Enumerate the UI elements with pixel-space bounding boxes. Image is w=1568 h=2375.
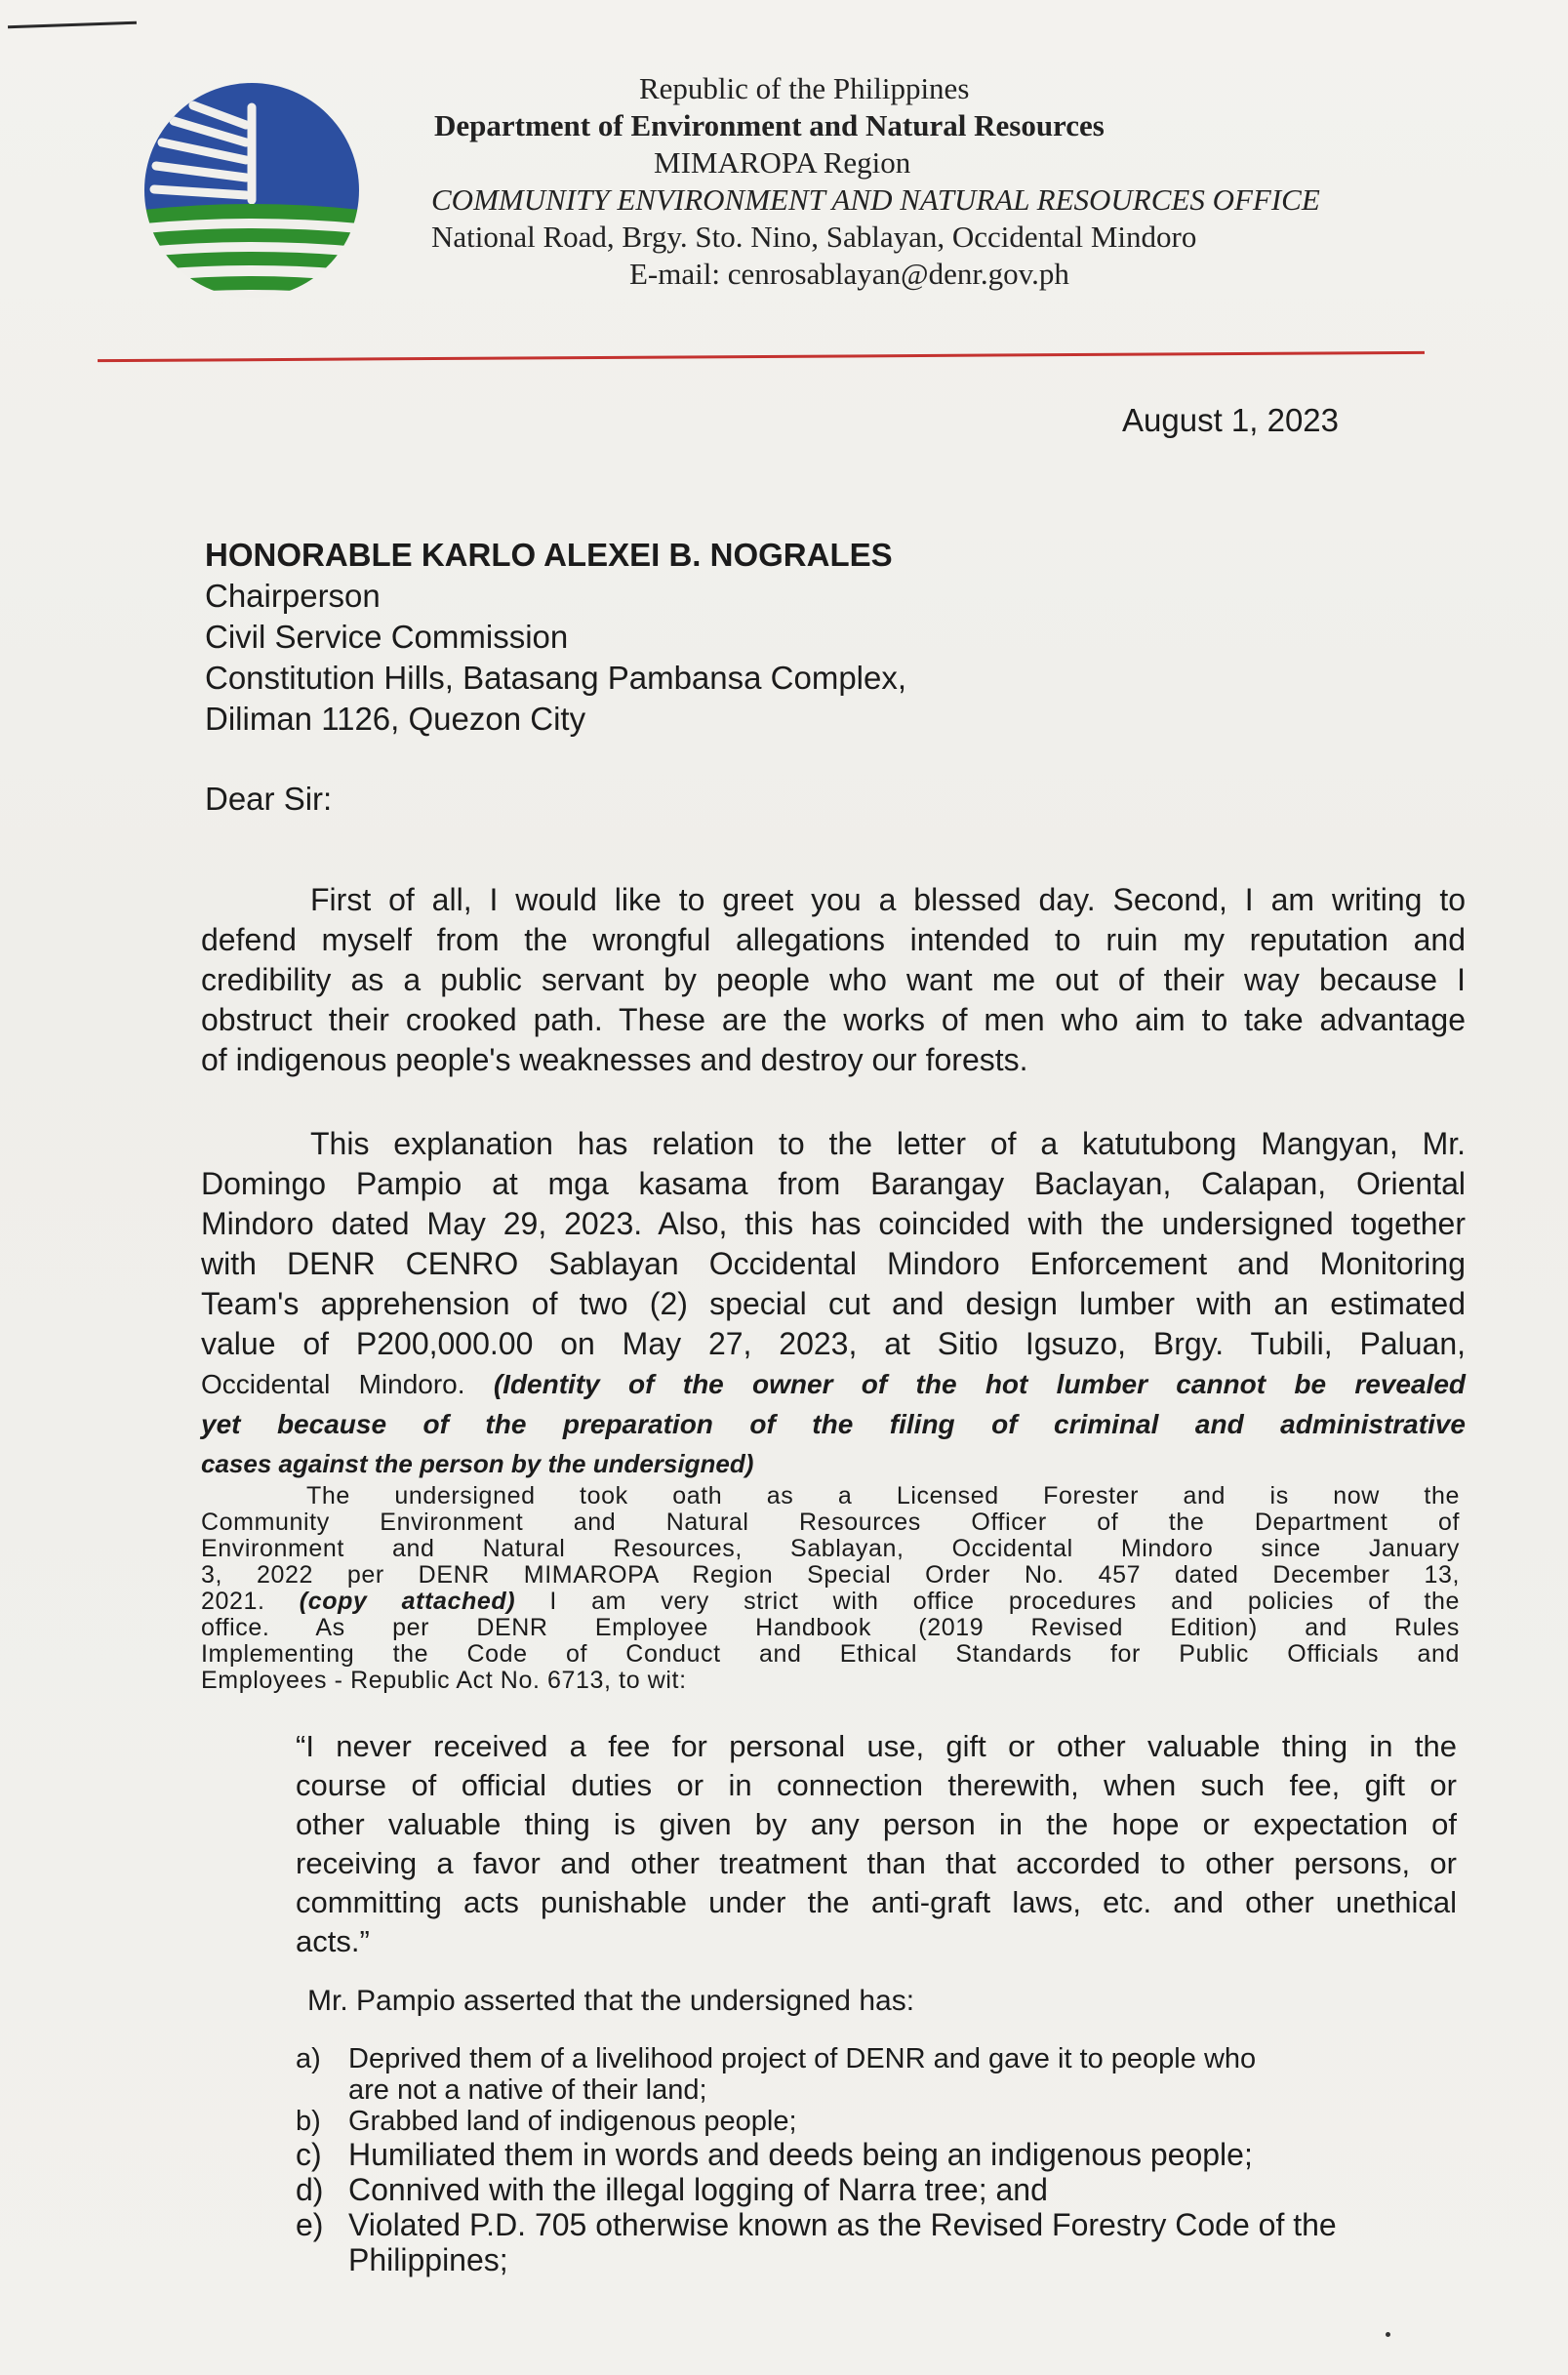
addressee-title: Chairperson	[205, 578, 381, 614]
copy-attached-note: (copy attached)	[299, 1588, 516, 1615]
paragraph-line	[201, 1589, 1460, 1615]
list-marker: b)	[296, 2106, 321, 2137]
list-marker: c)	[296, 2137, 322, 2172]
paragraph-1	[201, 880, 1466, 1080]
paragraph-line: with DENR CENRO Sablayan Occidental Mindoro Enforcement and Monitoring	[201, 1246, 1466, 1281]
assertion-intro: Mr. Pampio asserted that the undersigned has:	[307, 1985, 915, 2017]
paragraph-line: value of P200,000.00 on May 27, 2023, at Sitio Igsuzo, Brgy. Tubili, Paluan,	[201, 1326, 1466, 1361]
letter-date: August 1, 2023	[1122, 402, 1340, 438]
paragraph-line: The undersigned took oath as a Licensed Forester and is now the	[306, 1482, 1460, 1510]
list-item	[296, 2106, 1467, 2137]
letterhead-republic: Republic of the Philippines	[639, 71, 970, 105]
letterhead-divider	[98, 351, 1425, 362]
identity-note: cases against the person by the undersigned)	[201, 1449, 754, 1478]
quote-line: “I never received a fee for personal use, gift or other valuable thing in the	[296, 1729, 1457, 1763]
paragraph-line: obstruct their crooked path. These are the works of men who aim to take advantage	[201, 1002, 1466, 1037]
paragraph-line: 3, 2022 per DENR MIMAROPA Region Special Order No. 457 dated December 13,	[201, 1561, 1460, 1589]
quote-line: acts.”	[296, 1924, 370, 1958]
identity-note: yet because of the preparation of the filing of criminal and administrative	[201, 1409, 1466, 1439]
stray-dot	[1386, 2332, 1390, 2337]
list-marker: a)	[296, 2043, 321, 2074]
denr-logo	[135, 78, 369, 302]
allegations-list	[296, 2043, 1467, 2277]
paragraph-line: defend myself from the wrongful allegations intended to ruin my reputation and	[201, 922, 1466, 957]
list-item-text: Grabbed land of indigenous people;	[348, 2106, 797, 2137]
addressee-address-line-1: Constitution Hills, Batasang Pambansa Complex,	[205, 660, 907, 696]
list-item-continuation: are not a native of their land;	[348, 2074, 707, 2106]
paragraph-line: Employees - Republic Act No. 6713, to wit:	[201, 1667, 687, 1694]
addressee-address-line-2: Diliman 1126, Quezon City	[205, 701, 586, 737]
addressee-block	[205, 535, 906, 740]
quote-line: receiving a favor and other treatment than that accorded to other persons, or	[296, 1846, 1457, 1880]
list-item-text: Violated P.D. 705 otherwise known as the Revised Forestry Code of the	[348, 2207, 1337, 2242]
paragraph-line	[201, 1364, 1466, 1404]
list-marker: d)	[296, 2172, 324, 2207]
quote-line: course of official duties or in connection therewith, when such fee, gift or	[296, 1768, 1457, 1802]
list-item	[296, 2172, 1467, 2207]
salutation: Dear Sir:	[205, 781, 333, 817]
pen-mark	[8, 21, 137, 29]
list-item-text: Humiliated them in words and deeds being an indigenous people;	[348, 2137, 1253, 2172]
list-item-text: Deprived them of a livelihood project of DENR and gave it to people who	[348, 2043, 1257, 2074]
paragraph-line: Environment and Natural Resources, Sablayan, Occidental Mindoro since January	[201, 1535, 1460, 1562]
paragraph-line: credibility as a public servant by people who want me out of their way because I	[201, 962, 1466, 997]
list-marker: e)	[296, 2207, 324, 2242]
quote-line: committing acts punishable under the anti-graft laws, etc. and other unethical	[296, 1885, 1457, 1919]
list-item-text: Connived with the illegal logging of Narra tree; and	[348, 2172, 1048, 2207]
letterhead-office: COMMUNITY ENVIRONMENT AND NATURAL RESOURCES OFFICE	[431, 182, 1320, 217]
paragraph-line: Mindoro dated May 29, 2023. Also, this has coincided with the undersigned together	[201, 1206, 1466, 1241]
letterhead-region: MIMAROPA Region	[654, 145, 911, 180]
paragraph-line: Implementing the Code of Conduct and Ethical Standards for Public Officials and	[201, 1640, 1460, 1668]
paragraph-line: Community Environment and Natural Resources Officer of the Department of	[201, 1509, 1460, 1536]
identity-note: (Identity of the owner of the hot lumber cannot be revealed	[493, 1369, 1467, 1399]
paragraph-line: office. As per DENR Employee Handbook (2019 Revised Edition) and Rules	[201, 1614, 1460, 1641]
paragraph-text: Occidental Mindoro.	[201, 1369, 465, 1399]
addressee-name: HONORABLE KARLO ALEXEI B. NOGRALES	[205, 537, 893, 573]
quote-line: other valuable thing is given by any person in the hope or expectation of	[296, 1807, 1457, 1841]
paragraph-line: This explanation has relation to the letter of a katutubong Mangyan, Mr.	[310, 1126, 1466, 1161]
paragraph-line: Team's apprehension of two (2) special cut and design lumber with an estimated	[201, 1286, 1466, 1321]
paragraph-3	[201, 1483, 1460, 1694]
addressee-org: Civil Service Commission	[205, 619, 569, 655]
letterhead-email: E-mail: cenrosablayan@denr.gov.ph	[629, 257, 1069, 291]
paragraph-text: I am very strict with office procedures and policies of the	[549, 1588, 1460, 1615]
letterhead-department: Department of Environment and Natural Resources	[434, 108, 1105, 142]
paragraph-text: 2021.	[201, 1588, 265, 1615]
list-item	[296, 2043, 1467, 2074]
list-item	[296, 2207, 1467, 2242]
list-item-continuation: Philippines;	[348, 2242, 508, 2277]
paragraph-line: of indigenous people's weaknesses and destroy our forests.	[201, 1042, 1028, 1077]
paragraph-2	[201, 1124, 1466, 1484]
paragraph-line: Domingo Pampio at mga kasama from Barangay Baclayan, Calapan, Oriental	[201, 1166, 1466, 1201]
letterhead-address: National Road, Brgy. Sto. Nino, Sablayan, Occidental Mindoro	[431, 220, 1197, 254]
quoted-standard	[296, 1727, 1457, 1961]
paragraph-line: First of all, I would like to greet you a blessed day. Second, I am writing to	[310, 882, 1466, 917]
list-item	[296, 2137, 1467, 2172]
letterhead	[371, 70, 1444, 293]
